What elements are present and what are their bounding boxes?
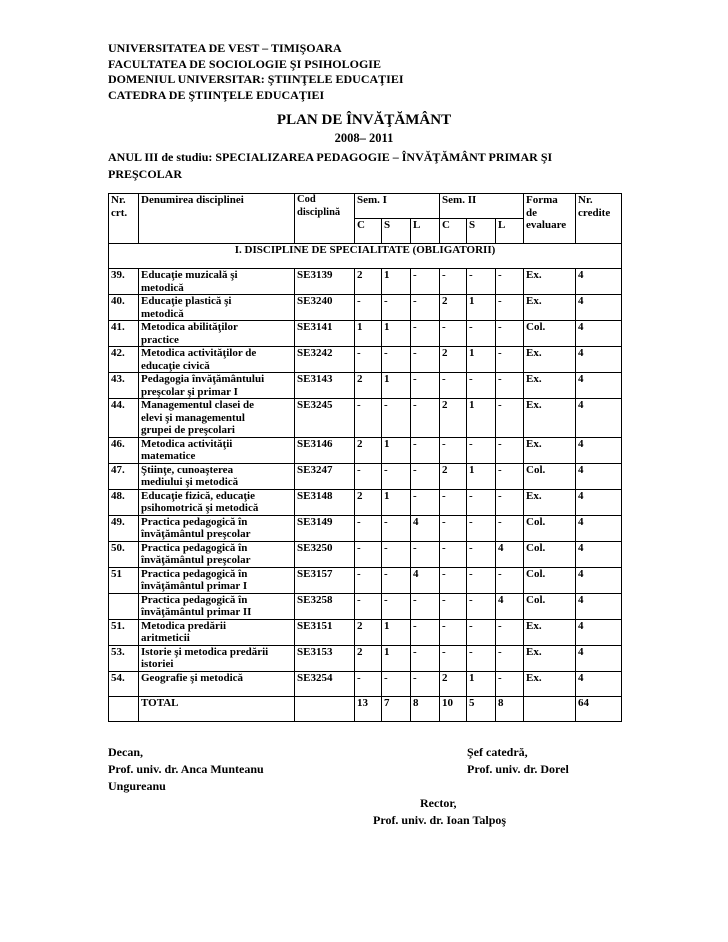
row-discipline — [139, 645, 295, 671]
header-s2: S — [467, 219, 496, 244]
discipline-name-line: aritmeticii — [141, 632, 190, 644]
discipline-name-line: Managementul clasei de — [141, 399, 255, 411]
discipline-name-line: istoriei — [141, 658, 174, 670]
table-row — [109, 515, 622, 541]
row-c2: - — [440, 593, 467, 619]
row-c1: - — [355, 593, 382, 619]
row-forma: Ex. — [524, 437, 576, 463]
row-s1: 1 — [382, 373, 411, 399]
row-cod: SE3146 — [295, 437, 355, 463]
row-l1: - — [411, 437, 440, 463]
row-l2: - — [496, 463, 524, 489]
sef-name-line-2: Ungureanu — [108, 779, 166, 793]
row-l2: - — [496, 295, 524, 321]
row-forma: Ex. — [524, 619, 576, 645]
row-s1: 1 — [382, 619, 411, 645]
row-l1: - — [411, 373, 440, 399]
row-forma: Ex. — [524, 347, 576, 373]
row-c1: 2 — [355, 373, 382, 399]
table-row — [109, 463, 622, 489]
header-l1: L — [411, 219, 440, 244]
table-row — [109, 645, 622, 671]
discipline-name-line: metodică — [141, 281, 184, 294]
row-discipline — [139, 567, 295, 593]
row-nr: 40. — [109, 295, 139, 321]
row-l1: - — [411, 645, 440, 671]
row-c2: - — [440, 321, 467, 347]
row-discipline — [139, 619, 295, 645]
row-discipline — [139, 489, 295, 515]
row-l1: - — [411, 619, 440, 645]
row-s2: - — [467, 269, 496, 295]
header-s1: S — [382, 219, 411, 244]
discipline-name-line: învăţământul primar I — [141, 580, 248, 592]
row-nr: 41. — [109, 321, 139, 347]
table-row — [109, 437, 622, 463]
table-row — [109, 373, 622, 399]
row-nr: 39. — [109, 269, 139, 295]
table-row — [109, 321, 622, 347]
row-credite: 4 — [576, 567, 622, 593]
row-forma: Ex. — [524, 295, 576, 321]
row-c2: 2 — [440, 347, 467, 373]
row-cod: SE3247 — [295, 463, 355, 489]
row-l2: - — [496, 619, 524, 645]
row-forma: Ex. — [524, 645, 576, 671]
curriculum-table — [108, 193, 622, 722]
row-s1: - — [382, 347, 411, 373]
row-discipline — [139, 515, 295, 541]
row-l2: - — [496, 399, 524, 438]
row-cod: SE3157 — [295, 567, 355, 593]
row-discipline — [139, 399, 295, 438]
row-l2: 4 — [496, 541, 524, 567]
row-l2: - — [496, 437, 524, 463]
decan-title: Decan, — [108, 745, 143, 759]
row-nr: 51. — [109, 619, 139, 645]
row-c1: - — [355, 515, 382, 541]
row-s2: - — [467, 515, 496, 541]
row-c1: - — [355, 463, 382, 489]
row-c1: 2 — [355, 489, 382, 515]
table-row — [109, 347, 622, 373]
row-nr: 46. — [109, 437, 139, 463]
header-nr-credite: Nr. credite — [576, 194, 622, 244]
row-c2: - — [440, 515, 467, 541]
row-credite: 4 — [576, 399, 622, 438]
table-row — [109, 541, 622, 567]
university-name: UNIVERSITATEA DE VEST – TIMIŞOARA — [108, 41, 342, 55]
discipline-name-line: Practica pedagogică în — [141, 593, 248, 606]
row-l1: - — [411, 321, 440, 347]
total-credite: 64 — [576, 696, 622, 721]
row-c2: 2 — [440, 671, 467, 696]
row-credite: 4 — [576, 463, 622, 489]
row-credite: 4 — [576, 645, 622, 671]
row-l2: - — [496, 321, 524, 347]
row-c1: - — [355, 399, 382, 438]
row-cod: SE3250 — [295, 541, 355, 567]
row-c1: - — [355, 671, 382, 696]
row-cod: SE3245 — [295, 399, 355, 438]
row-s2: - — [467, 489, 496, 515]
header-c2: C — [440, 219, 467, 244]
row-c1: - — [355, 567, 382, 593]
row-c2: - — [440, 645, 467, 671]
row-discipline — [139, 541, 295, 567]
row-l2: - — [496, 373, 524, 399]
row-s2: - — [467, 373, 496, 399]
faculty-name: FACULTATEA DE SOCIOLOGIE ŞI PSIHOLOGIE — [108, 56, 381, 71]
header-l2: L — [496, 219, 524, 244]
row-credite: 4 — [576, 269, 622, 295]
discipline-name-line: învăţământul preşcolar — [141, 554, 251, 566]
row-s1: - — [382, 515, 411, 541]
row-l2: - — [496, 645, 524, 671]
row-credite: 4 — [576, 541, 622, 567]
sef-catedra-title: Şef catedră, — [467, 745, 528, 759]
discipline-name-line: Educaţie muzicală şi — [141, 269, 238, 281]
row-s2: - — [467, 437, 496, 463]
row-nr: 43. — [109, 373, 139, 399]
row-credite: 4 — [576, 671, 622, 696]
row-cod: SE3151 — [295, 619, 355, 645]
row-discipline — [139, 347, 295, 373]
total-cod — [295, 696, 355, 721]
total-nr — [109, 696, 139, 721]
discipline-name-line: Metodica abilităţilor — [141, 321, 238, 333]
row-credite: 4 — [576, 437, 622, 463]
discipline-name-line: mediului şi metodică — [141, 476, 239, 488]
row-nr: 47. — [109, 463, 139, 489]
rector-title: Rector, — [420, 796, 457, 810]
row-c1: 2 — [355, 437, 382, 463]
discipline-name-line: Istorie şi metodica predării — [141, 645, 269, 658]
table-row — [109, 399, 622, 438]
discipline-name-line: Geografie şi metodică — [141, 671, 244, 684]
table-row — [109, 489, 622, 515]
header-denumire: Denumirea disciplinei — [139, 194, 295, 244]
row-nr: 42. — [109, 347, 139, 373]
total-label: TOTAL — [139, 696, 295, 721]
row-l2: - — [496, 671, 524, 696]
row-s2: - — [467, 645, 496, 671]
discipline-name-line: Metodica predării — [141, 619, 227, 632]
row-c2: - — [440, 437, 467, 463]
row-l1: 4 — [411, 567, 440, 593]
row-forma: Col. — [524, 463, 576, 489]
row-l1: - — [411, 489, 440, 515]
row-forma: Col. — [524, 593, 576, 619]
sef-name-line-1: Prof. univ. dr. Dorel — [467, 762, 569, 776]
discipline-name-line: practice — [141, 333, 179, 346]
row-nr: 51 — [109, 567, 139, 593]
discipline-name-line: Metodica activităţii — [141, 437, 233, 450]
header-sem-1: Sem. I — [355, 194, 440, 219]
discipline-name-line: Educaţie plastică şi — [141, 295, 232, 307]
row-credite: 4 — [576, 373, 622, 399]
header-forma-evaluare: Forma de evaluare — [524, 194, 576, 244]
row-cod: SE3254 — [295, 671, 355, 696]
row-discipline — [139, 321, 295, 347]
row-c1: - — [355, 541, 382, 567]
row-s2: - — [467, 321, 496, 347]
row-l2: - — [496, 269, 524, 295]
row-cod: SE3258 — [295, 593, 355, 619]
row-l1: - — [411, 593, 440, 619]
row-s1: 1 — [382, 645, 411, 671]
plan-years: 2008– 2011 — [334, 131, 394, 145]
table-row — [109, 619, 622, 645]
row-s1: 1 — [382, 489, 411, 515]
row-s2: 1 — [467, 671, 496, 696]
row-credite: 4 — [576, 619, 622, 645]
discipline-name-line: Pedagogia învăţământului — [141, 373, 265, 385]
row-forma: Col. — [524, 567, 576, 593]
discipline-name-line: educaţie civică — [141, 359, 210, 372]
row-s1: 1 — [382, 437, 411, 463]
row-c1: - — [355, 295, 382, 321]
row-s2: 1 — [467, 295, 496, 321]
row-discipline — [139, 593, 295, 619]
row-cod: SE3143 — [295, 373, 355, 399]
row-credite: 4 — [576, 489, 622, 515]
row-s1: - — [382, 399, 411, 438]
row-c2: 2 — [440, 295, 467, 321]
total-s2: 5 — [467, 696, 496, 721]
row-l2: - — [496, 567, 524, 593]
row-l2: - — [496, 515, 524, 541]
row-l1: - — [411, 671, 440, 696]
table-row — [109, 269, 622, 295]
row-s1: - — [382, 541, 411, 567]
row-s2: - — [467, 541, 496, 567]
row-forma: Ex. — [524, 671, 576, 696]
discipline-name-line: psihomotrică şi metodică — [141, 502, 259, 514]
row-forma: Ex. — [524, 489, 576, 515]
row-c2: - — [440, 269, 467, 295]
specialization-heading — [108, 149, 628, 183]
decan-name: Prof. univ. dr. Anca Munteanu — [108, 762, 264, 776]
specialization-line-1: ANUL III de studiu: SPECIALIZAREA PEDAGOGIE – ÎNVĂŢĂMÂNT PRIMAR ŞI — [108, 150, 553, 164]
row-forma: Ex. — [524, 373, 576, 399]
row-nr — [109, 593, 139, 619]
discipline-name-line: învăţământul primar II — [141, 606, 252, 618]
row-cod: SE3139 — [295, 269, 355, 295]
row-discipline — [139, 671, 295, 696]
row-nr: 53. — [109, 645, 139, 671]
discipline-name-line: preşcolar şi primar I — [141, 385, 238, 398]
row-credite: 4 — [576, 593, 622, 619]
row-credite: 4 — [576, 515, 622, 541]
table-row — [109, 567, 622, 593]
total-c1: 13 — [355, 696, 382, 721]
row-s2: 1 — [467, 399, 496, 438]
row-forma: Col. — [524, 515, 576, 541]
discipline-name-line: Educaţie fizică, educaţie — [141, 489, 255, 502]
row-nr: 49. — [109, 515, 139, 541]
row-s2: 1 — [467, 463, 496, 489]
row-l1: - — [411, 347, 440, 373]
row-s1: - — [382, 593, 411, 619]
row-s2: - — [467, 619, 496, 645]
row-cod: SE3141 — [295, 321, 355, 347]
row-cod: SE3149 — [295, 515, 355, 541]
discipline-name-line: Ştiinţe, cunoaşterea — [141, 463, 234, 476]
discipline-name-line: învăţământul preşcolar — [141, 528, 251, 540]
row-s1: - — [382, 295, 411, 321]
row-s2: - — [467, 567, 496, 593]
header-nr-crt: Nr. crt. — [109, 194, 139, 244]
specialization-line-2: PREŞCOLAR — [108, 167, 183, 181]
row-nr: 54. — [109, 671, 139, 696]
row-l1: - — [411, 399, 440, 438]
section-title: I. DISCIPLINE DE SPECIALITATE (OBLIGATORII) — [109, 244, 622, 269]
document-header — [108, 41, 628, 103]
domain-name: DOMENIUL UNIVERSITAR: ŞTIINŢELE EDUCAŢIEI — [108, 72, 404, 86]
row-l2: 4 — [496, 593, 524, 619]
table-row — [109, 671, 622, 696]
row-nr: 48. — [109, 489, 139, 515]
total-l1: 8 — [411, 696, 440, 721]
discipline-name-line: Practica pedagogică în — [141, 567, 248, 580]
row-nr: 50. — [109, 541, 139, 567]
discipline-name-line: matematice — [141, 450, 196, 462]
total-row — [109, 696, 622, 721]
row-l2: - — [496, 489, 524, 515]
row-l1: 4 — [411, 515, 440, 541]
row-credite: 4 — [576, 347, 622, 373]
row-c2: - — [440, 541, 467, 567]
row-cod: SE3153 — [295, 645, 355, 671]
row-l1: - — [411, 295, 440, 321]
total-c2: 10 — [440, 696, 467, 721]
table-header-row — [109, 194, 622, 219]
discipline-name-line: elevi şi managementul — [141, 411, 245, 424]
row-discipline — [139, 373, 295, 399]
row-credite: 4 — [576, 321, 622, 347]
department-name: CATEDRA DE ŞTIINŢELE EDUCAŢIEI — [108, 87, 325, 102]
row-s1: 1 — [382, 269, 411, 295]
row-c1: - — [355, 347, 382, 373]
row-c1: 2 — [355, 645, 382, 671]
table-row — [109, 593, 622, 619]
row-s1: - — [382, 671, 411, 696]
table-body — [109, 269, 622, 697]
row-c2: - — [440, 489, 467, 515]
header-cod: Cod disciplină — [295, 194, 355, 244]
row-nr: 44. — [109, 399, 139, 438]
row-c2: - — [440, 567, 467, 593]
row-s1: 1 — [382, 321, 411, 347]
row-credite: 4 — [576, 295, 622, 321]
row-l2: - — [496, 347, 524, 373]
row-s2: 1 — [467, 347, 496, 373]
discipline-name-line: grupei de preşcolari — [141, 424, 235, 436]
header-sem-2: Sem. II — [440, 194, 524, 219]
row-discipline — [139, 437, 295, 463]
row-c1: 2 — [355, 269, 382, 295]
row-c1: 2 — [355, 619, 382, 645]
row-cod: SE3148 — [295, 489, 355, 515]
section-row — [109, 244, 622, 269]
row-s2: - — [467, 593, 496, 619]
row-cod: SE3240 — [295, 295, 355, 321]
total-l2: 8 — [496, 696, 524, 721]
row-cod: SE3242 — [295, 347, 355, 373]
row-c2: 2 — [440, 463, 467, 489]
row-discipline — [139, 295, 295, 321]
discipline-name-line: metodică — [141, 307, 184, 320]
row-l1: - — [411, 269, 440, 295]
row-forma: Ex. — [524, 399, 576, 438]
discipline-name-line: Practica pedagogică în — [141, 541, 248, 554]
discipline-name-line: Practica pedagogică în — [141, 515, 248, 528]
rector-name: Prof. univ. dr. Ioan Talpoş — [373, 813, 507, 827]
discipline-name-line: Metodica activităţilor de — [141, 347, 257, 359]
row-discipline — [139, 269, 295, 295]
row-c2: - — [440, 373, 467, 399]
row-c2: - — [440, 619, 467, 645]
row-c2: 2 — [440, 399, 467, 438]
row-discipline — [139, 463, 295, 489]
total-forma — [524, 696, 576, 721]
row-forma: Col. — [524, 541, 576, 567]
row-s1: - — [382, 567, 411, 593]
row-forma: Ex. — [524, 269, 576, 295]
row-s1: - — [382, 463, 411, 489]
row-c1: 1 — [355, 321, 382, 347]
row-forma: Col. — [524, 321, 576, 347]
header-c1: C — [355, 219, 382, 244]
plan-title: PLAN DE ÎNVĂŢĂMÂNT — [276, 112, 452, 128]
total-s1: 7 — [382, 696, 411, 721]
table-row — [109, 295, 622, 321]
row-l1: - — [411, 463, 440, 489]
row-l1: - — [411, 541, 440, 567]
